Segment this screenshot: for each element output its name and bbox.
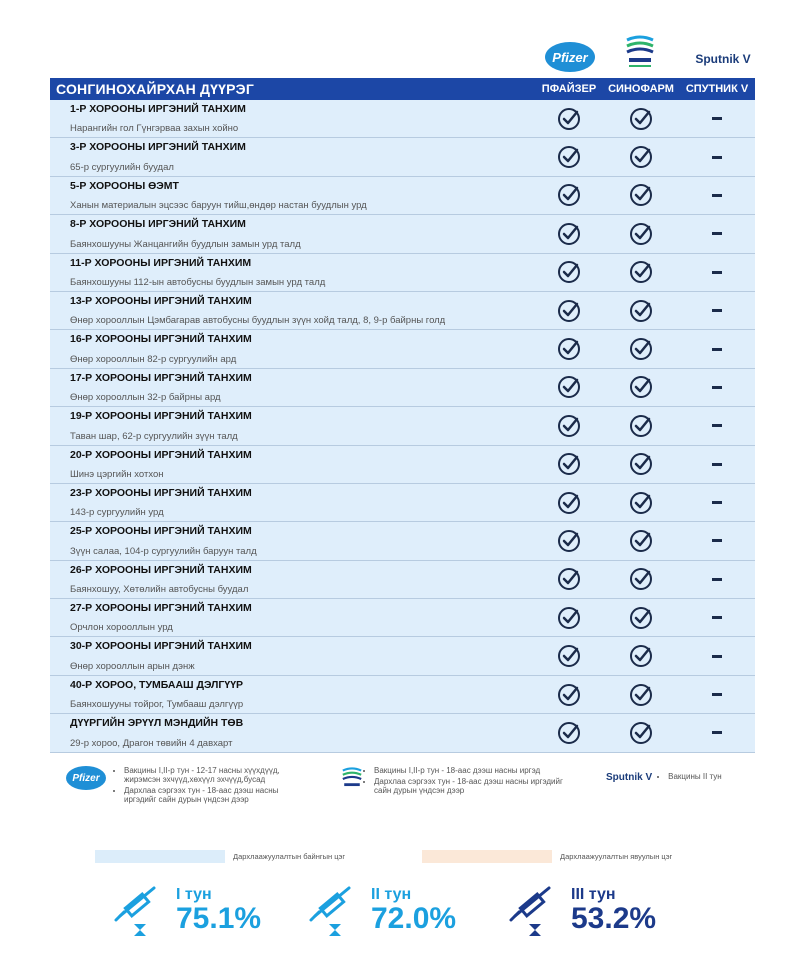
dose-percent: 53.2% — [571, 902, 657, 935]
site-address: Баянхошууны Жанцангийн буудлын замын урд талд — [70, 238, 301, 250]
cell-sinopharm — [603, 254, 679, 291]
cell-pfizer — [535, 522, 603, 559]
table-row — [50, 292, 755, 330]
table-row — [50, 714, 755, 752]
cell-pfizer — [535, 446, 603, 483]
site-info — [50, 561, 535, 598]
cell-sputnik — [679, 100, 755, 137]
checkmark-icon — [629, 452, 653, 476]
mobile-site-swatch — [422, 850, 552, 863]
table-row — [50, 561, 755, 599]
cell-sputnik — [679, 138, 755, 175]
site-info — [50, 407, 535, 444]
checkmark-icon — [557, 491, 581, 515]
checkmark-icon — [629, 260, 653, 284]
syringe-hourglass-icon — [305, 880, 365, 940]
site-info — [50, 138, 535, 175]
checkmark-icon — [629, 683, 653, 707]
cell-pfizer — [535, 676, 603, 713]
cell-sputnik — [679, 676, 755, 713]
cell-sinopharm — [603, 138, 679, 175]
site-name: 11-Р ХОРООНЫ ИРГЭНИЙ ТАНХИМ — [70, 256, 252, 269]
dash-icon — [712, 232, 722, 235]
dose-2 — [305, 880, 456, 940]
cell-sputnik — [679, 637, 755, 674]
cell-pfizer — [535, 215, 603, 252]
table-row — [50, 446, 755, 484]
site-info — [50, 100, 535, 137]
cell-pfizer — [535, 330, 603, 367]
site-info — [50, 676, 535, 713]
district-title: СОНГИНОХАЙРХАН ДҮҮРЭГ — [56, 81, 254, 97]
site-address: Өнөр хорооллын 82-р сургуулийн ард — [70, 353, 237, 365]
cell-sinopharm — [603, 599, 679, 636]
legend-item: • Вакцины I,II-р тун - 18-аас дээш насны иргэд — [374, 766, 564, 775]
legend-item: • Вакцины II тун — [668, 772, 748, 781]
cell-sputnik — [679, 254, 755, 291]
dash-icon — [712, 194, 722, 197]
site-name: 16-Р ХОРООНЫ ИРГЭНИЙ ТАНХИМ — [70, 333, 252, 346]
permanent-site-label: Дархлаажуулалтын байнгын цэг — [233, 852, 346, 861]
site-address: Баянхошууны тойрог, Тумбааш дэлгүүр — [70, 699, 244, 711]
legend-sputnik — [606, 772, 748, 783]
legend-sinopharm — [340, 766, 564, 797]
table-row — [50, 215, 755, 253]
dash-icon — [712, 539, 722, 542]
table-row — [50, 676, 755, 714]
checkmark-icon — [629, 721, 653, 745]
checkmark-icon — [557, 644, 581, 668]
sinopharm-logo — [620, 32, 660, 72]
mobile-site-label: Дархлаажуулалтын явуулын цэг — [560, 852, 673, 861]
site-info — [50, 177, 535, 214]
dash-icon — [712, 309, 722, 312]
dash-icon — [712, 616, 722, 619]
cell-sputnik — [679, 446, 755, 483]
cell-sinopharm — [603, 446, 679, 483]
checkmark-icon — [557, 222, 581, 246]
site-name: 17-Р ХОРООНЫ ИРГЭНИЙ ТАНХИМ — [70, 371, 252, 384]
site-name: 25-Р ХОРООНЫ ИРГЭНИЙ ТАНХИМ — [70, 525, 252, 538]
checkmark-icon — [629, 606, 653, 630]
checkmark-icon — [629, 107, 653, 131]
logos-bar — [0, 30, 800, 75]
site-info — [50, 292, 535, 329]
dash-icon — [712, 348, 722, 351]
checkmark-icon — [557, 183, 581, 207]
site-address: Өнөр хорооллын 32-р байрны ард — [70, 392, 221, 404]
table-row — [50, 484, 755, 522]
table-header — [50, 78, 755, 100]
sputnik-logo: Sputnik V — [695, 52, 751, 66]
syringe-hourglass-icon — [505, 880, 565, 940]
site-name: 40-Р ХОРОО, ТУМБААШ ДЭЛГҮҮР — [70, 678, 244, 691]
site-name: 8-Р ХОРООНЫ ИРГЭНИЙ ТАНХИМ — [70, 218, 246, 231]
table-row — [50, 369, 755, 407]
site-address: 65-р сургуулийн буудал — [70, 161, 174, 173]
dose-1 — [110, 880, 261, 940]
checkmark-icon — [557, 452, 581, 476]
table-row — [50, 138, 755, 176]
checkmark-icon — [629, 529, 653, 553]
checkmark-icon — [557, 337, 581, 361]
dose-stats — [0, 875, 800, 955]
cell-sinopharm — [603, 292, 679, 329]
site-address: Баянхошууны 112-ын автобусны буудлын замын урд талд — [70, 276, 326, 288]
checkmark-icon — [629, 299, 653, 323]
cell-pfizer — [535, 484, 603, 521]
checkmark-icon — [557, 529, 581, 553]
sinopharm-emblem-icon — [340, 766, 364, 792]
table-row — [50, 599, 755, 637]
checkmark-icon — [557, 683, 581, 707]
site-name: ДҮҮРГИЙН ЭРҮҮЛ МЭНДИЙН ТӨВ — [70, 717, 244, 730]
cell-pfizer — [535, 407, 603, 444]
dash-icon — [712, 655, 722, 658]
site-info — [50, 484, 535, 521]
cell-sputnik — [679, 599, 755, 636]
cell-pfizer — [535, 561, 603, 598]
cell-sinopharm — [603, 522, 679, 559]
cell-sinopharm — [603, 177, 679, 214]
cell-pfizer — [535, 100, 603, 137]
site-info — [50, 330, 535, 367]
site-address: Өнөр хорооллын Цэмбагарав автобусны буудлын зүүн хойд талд, 8, 9-р байрны голд — [70, 315, 446, 327]
dash-icon — [712, 386, 722, 389]
dash-icon — [712, 156, 722, 159]
table-row — [50, 637, 755, 675]
cell-sputnik — [679, 330, 755, 367]
site-address: Орчлон хорооллын урд — [70, 622, 173, 634]
col-pfizer: ПФАЙЗЕР — [541, 83, 597, 95]
site-address: Зүүн салаа, 104-р сургуулийн баруун талд — [70, 545, 257, 557]
checkmark-icon — [557, 721, 581, 745]
checkmark-icon — [557, 145, 581, 169]
checkmark-icon — [629, 222, 653, 246]
table-body — [50, 100, 755, 753]
dash-icon — [712, 693, 722, 696]
syringe-hourglass-icon — [110, 880, 170, 940]
site-info — [50, 714, 535, 751]
cell-pfizer — [535, 369, 603, 406]
site-address: Өнөр хорооллын арын дэнж — [70, 660, 195, 672]
checkmark-icon — [557, 375, 581, 399]
legend-item: • Вакцины I,II-р тун - 12-17 насны хүүхдүүд, жирэмсэн эхчүүд,хөхүүл эхчүүд,бусад — [124, 766, 299, 784]
legend-item: • Дархлаа сэргээх тун - 18-аас дээш насны иргэдийг сайн дурын үндсэн дээр — [374, 777, 564, 795]
dash-icon — [712, 117, 722, 120]
site-address: Шинэ цэргийн хотхон — [70, 468, 164, 480]
dash-icon — [712, 463, 722, 466]
site-info — [50, 254, 535, 291]
site-address: 29-р хороо, Драгон төвийн 4 давхарт — [70, 737, 233, 749]
dose-label: I тун — [176, 886, 212, 903]
table-row — [50, 522, 755, 560]
sinopharm-emblem-icon — [623, 34, 657, 70]
site-info — [50, 637, 535, 674]
legend — [0, 766, 800, 816]
cell-pfizer — [535, 138, 603, 175]
site-info — [50, 522, 535, 559]
cell-pfizer — [535, 254, 603, 291]
checkmark-icon — [557, 414, 581, 438]
site-name: 20-Р ХОРООНЫ ИРГЭНИЙ ТАНХИМ — [70, 448, 252, 461]
cell-sputnik — [679, 292, 755, 329]
checkmark-icon — [629, 145, 653, 169]
checkmark-icon — [629, 414, 653, 438]
permanent-site-swatch — [95, 850, 225, 863]
table-row — [50, 330, 755, 368]
checkmark-icon — [557, 567, 581, 591]
cell-pfizer — [535, 599, 603, 636]
cell-sputnik — [679, 714, 755, 751]
table-row — [50, 177, 755, 215]
site-address: Баянхошуу, Хөтөлийн автобусны буудал — [70, 584, 249, 596]
dash-icon — [712, 424, 722, 427]
site-name: 30-Р ХОРООНЫ ИРГЭНИЙ ТАНХИМ — [70, 640, 252, 653]
cell-sinopharm — [603, 407, 679, 444]
checkmark-icon — [557, 299, 581, 323]
site-name: 1-Р ХОРООНЫ ИРГЭНИЙ ТАНХИМ — [70, 103, 246, 115]
table-row — [50, 407, 755, 445]
table-row — [50, 100, 755, 138]
dash-icon — [712, 271, 722, 274]
cell-sputnik — [679, 407, 755, 444]
site-address: 143-р сургуулийн урд — [70, 507, 164, 519]
site-name: 27-Р ХОРООНЫ ИРГЭНИЙ ТАНХИМ — [70, 602, 252, 615]
pfizer-logo: Pfizer — [545, 40, 595, 74]
cell-sinopharm — [603, 100, 679, 137]
checkmark-icon — [629, 337, 653, 361]
table-row — [50, 254, 755, 292]
cell-sinopharm — [603, 215, 679, 252]
vaccination-table — [50, 78, 755, 753]
cell-sputnik — [679, 522, 755, 559]
cell-sputnik — [679, 215, 755, 252]
checkmark-icon — [629, 183, 653, 207]
cell-pfizer — [535, 714, 603, 751]
site-info — [50, 369, 535, 406]
site-info — [50, 599, 535, 636]
dose-percent: 75.1% — [176, 902, 262, 935]
checkmark-icon — [557, 107, 581, 131]
site-name: 19-Р ХОРООНЫ ИРГЭНИЙ ТАНХИМ — [70, 410, 252, 423]
dose-label: III тун — [571, 886, 616, 903]
site-name: 23-Р ХОРООНЫ ИРГЭНИЙ ТАНХИМ — [70, 486, 252, 499]
checkmark-icon — [557, 606, 581, 630]
site-name: 5-Р ХОРООНЫ ӨЭМТ — [70, 179, 179, 192]
checkmark-icon — [629, 644, 653, 668]
legend-item: • Дархлаа сэргээх тун - 18-аас дээш насны иргэдийг сайн дурын үндсэн дээр — [124, 786, 299, 804]
dose-label: II тун — [371, 886, 412, 903]
col-sputnik: СПУТНИК V — [685, 83, 749, 95]
dash-icon — [712, 501, 722, 504]
cell-sinopharm — [603, 637, 679, 674]
legend-pfizer — [66, 766, 299, 806]
col-sinopharm: СИНОФАРМ — [608, 83, 674, 95]
cell-sinopharm — [603, 330, 679, 367]
cell-pfizer — [535, 292, 603, 329]
cell-pfizer — [535, 637, 603, 674]
checkmark-icon — [629, 567, 653, 591]
checkmark-icon — [629, 491, 653, 515]
checkmark-icon — [629, 375, 653, 399]
checkmark-icon — [557, 260, 581, 284]
dash-icon — [712, 578, 722, 581]
cell-sputnik — [679, 561, 755, 598]
site-name: 3-Р ХОРООНЫ ИРГЭНИЙ ТАНХИМ — [70, 141, 246, 154]
cell-sinopharm — [603, 369, 679, 406]
cell-sputnik — [679, 177, 755, 214]
site-info — [50, 215, 535, 252]
site-address: Ханын материалын эцсээс баруун тийш,өндөр настан буудлын урд — [70, 200, 367, 212]
cell-sputnik — [679, 369, 755, 406]
site-name: 13-Р ХОРООНЫ ИРГЭНИЙ ТАНХИМ — [70, 294, 252, 307]
site-address: Таван шар, 62-р сургуулийн зүүн талд — [70, 430, 238, 442]
cell-sinopharm — [603, 484, 679, 521]
site-address: Нарангийн гол Гүнгэрваа захын хойно — [70, 123, 239, 135]
pfizer-logo-small: Pfizer — [66, 766, 106, 790]
cell-sinopharm — [603, 676, 679, 713]
cell-sinopharm — [603, 561, 679, 598]
sputnik-logo-small: Sputnik V — [606, 772, 653, 783]
dash-icon — [712, 731, 722, 734]
site-info — [50, 446, 535, 483]
site-name: 26-Р ХОРООНЫ ИРГЭНИЙ ТАНХИМ — [70, 563, 252, 576]
cell-pfizer — [535, 177, 603, 214]
cell-sinopharm — [603, 714, 679, 751]
cell-sputnik — [679, 484, 755, 521]
dose-percent: 72.0% — [371, 902, 457, 935]
dose-3 — [505, 880, 656, 940]
